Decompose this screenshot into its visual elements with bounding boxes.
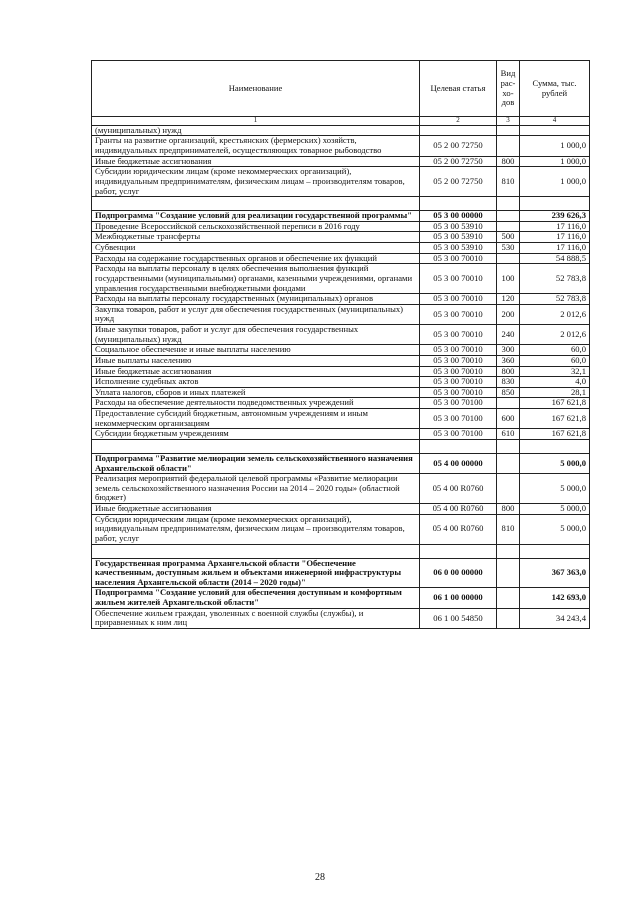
- table-row: [92, 398, 590, 409]
- row-name: Подпрограмма "Создание условий для обеспечения доступным и комфортным жильем жителей Архангельской области": [92, 588, 420, 608]
- row-sum: 17 116,0: [520, 221, 590, 232]
- row-vid: [497, 211, 520, 222]
- table-row: [92, 304, 590, 324]
- row-code: 05 4 00 R0760: [420, 514, 497, 544]
- table-row: [92, 474, 590, 504]
- table-row: [92, 345, 590, 356]
- row-name: Субсидии юридическим лицам (кроме некоммерческих организаций), индивидуальным предпринимателям, физическим лицам – производителям товаров, работ, услуг: [92, 167, 420, 197]
- table-row: [92, 608, 590, 628]
- row-sum: 239 626,3: [520, 211, 590, 222]
- header-vid: Вид рас-хо-дов: [497, 61, 520, 117]
- row-vid: [497, 588, 520, 608]
- row-vid: [497, 221, 520, 232]
- row-name: Субсидии бюджетным учреждениям: [92, 429, 420, 440]
- table-row: [92, 439, 590, 453]
- row-sum: 52 783,8: [520, 294, 590, 305]
- table-row: [92, 558, 590, 588]
- row-sum: [520, 439, 590, 453]
- row-name: Исполнение судебных актов: [92, 377, 420, 388]
- row-code: 05 2 00 72750: [420, 156, 497, 167]
- row-vid: 610: [497, 429, 520, 440]
- table-row: [92, 325, 590, 345]
- row-sum: 17 116,0: [520, 243, 590, 254]
- table-row: [92, 377, 590, 388]
- table-row: [92, 355, 590, 366]
- row-code: 05 3 00 70010: [420, 325, 497, 345]
- row-sum: 167 621,8: [520, 429, 590, 440]
- row-code: [420, 125, 497, 136]
- row-name: Подпрограмма "Развитие мелиорации земель сельскохозяйственного назначения Архангельской области": [92, 453, 420, 473]
- row-name: Подпрограмма "Создание условий для реализации государственной программы": [92, 211, 420, 222]
- row-vid: 100: [497, 264, 520, 294]
- row-sum: 52 783,8: [520, 264, 590, 294]
- row-vid: [497, 558, 520, 588]
- row-vid: [497, 544, 520, 558]
- table-row: [92, 197, 590, 211]
- table-row: [92, 221, 590, 232]
- row-vid: 800: [497, 366, 520, 377]
- row-name: Расходы на обеспечение деятельности подведомственных учреждений: [92, 398, 420, 409]
- table-row: [92, 514, 590, 544]
- row-sum: 5 000,0: [520, 504, 590, 515]
- row-name: Расходы на выплаты персоналу в целях обеспечения выполнения функций государственными (муниципальными) органами, казенными учреждениями, органами управления государственными внебюджетными фондами: [92, 264, 420, 294]
- row-vid: [497, 253, 520, 264]
- row-name: Расходы на выплаты персоналу государственных (муниципальных) органов: [92, 294, 420, 305]
- row-code: 05 4 00 R0760: [420, 504, 497, 515]
- row-vid: [497, 398, 520, 409]
- table-row: [92, 409, 590, 429]
- table-row: [92, 232, 590, 243]
- row-vid: 800: [497, 504, 520, 515]
- row-sum: [520, 197, 590, 211]
- row-vid: [497, 125, 520, 136]
- table-row: [92, 504, 590, 515]
- row-vid: [497, 453, 520, 473]
- row-code: 05 3 00 00000: [420, 211, 497, 222]
- row-code: 05 3 00 70010: [420, 264, 497, 294]
- table-row: [92, 253, 590, 264]
- table-row: [92, 136, 590, 156]
- row-vid: [497, 197, 520, 211]
- row-vid: 600: [497, 409, 520, 429]
- row-code: 05 3 00 70010: [420, 253, 497, 264]
- row-sum: 2 012,6: [520, 304, 590, 324]
- row-sum: 367 363,0: [520, 558, 590, 588]
- row-sum: 28,1: [520, 387, 590, 398]
- table-row: [92, 156, 590, 167]
- row-sum: 167 621,8: [520, 398, 590, 409]
- header-row: [92, 61, 590, 117]
- column-number: 2: [420, 117, 497, 126]
- row-name: Межбюджетные трансферты: [92, 232, 420, 243]
- row-vid: 810: [497, 514, 520, 544]
- row-vid: 120: [497, 294, 520, 305]
- column-number: 3: [497, 117, 520, 126]
- row-name: [92, 439, 420, 453]
- row-code: 05 3 00 53910: [420, 232, 497, 243]
- column-number-row: [92, 117, 590, 126]
- row-sum: [520, 544, 590, 558]
- table-row: [92, 588, 590, 608]
- row-name: Закупка товаров, работ и услуг для обеспечения государственных (муниципальных) нужд: [92, 304, 420, 324]
- row-code: 05 3 00 70010: [420, 366, 497, 377]
- row-code: 05 3 00 70010: [420, 345, 497, 356]
- row-name: Иные выплаты населению: [92, 355, 420, 366]
- row-code: 05 3 00 70010: [420, 377, 497, 388]
- row-vid: 850: [497, 387, 520, 398]
- table-row: [92, 366, 590, 377]
- row-sum: 4,0: [520, 377, 590, 388]
- row-code: 05 2 00 72750: [420, 167, 497, 197]
- row-sum: 1 000,0: [520, 167, 590, 197]
- row-code: 05 3 00 70010: [420, 387, 497, 398]
- row-sum: 32,1: [520, 366, 590, 377]
- row-sum: 142 693,0: [520, 588, 590, 608]
- row-sum: 34 243,4: [520, 608, 590, 628]
- page-number: 28: [315, 872, 325, 883]
- row-sum: 54 888,5: [520, 253, 590, 264]
- table-body: [92, 125, 590, 628]
- row-code: 05 3 00 70010: [420, 294, 497, 305]
- row-sum: 1 000,0: [520, 136, 590, 156]
- row-code: 05 3 00 70100: [420, 398, 497, 409]
- row-name: Предоставление субсидий бюджетным, автономным учреждениям и иным некоммерческим организациям: [92, 409, 420, 429]
- row-sum: 60,0: [520, 355, 590, 366]
- row-name: Государственная программа Архангельской области "Обеспечение качественным, доступным жильем и объектами инженерной инфраструктуры населения Архангельской области (2014 – 2020 годы)": [92, 558, 420, 588]
- row-name: Субсидии юридическим лицам (кроме некоммерческих организаций), индивидуальным предпринимателям, физическим лицам – производителям товаров, работ, услуг: [92, 514, 420, 544]
- table-row: [92, 167, 590, 197]
- table-row: [92, 243, 590, 254]
- row-sum: 5 000,0: [520, 453, 590, 473]
- header-code: Целевая статья: [420, 61, 497, 117]
- row-name: Проведение Всероссийской сельскохозяйственной переписи в 2016 году: [92, 221, 420, 232]
- table-row: [92, 264, 590, 294]
- row-code: 05 3 00 70010: [420, 304, 497, 324]
- row-vid: [497, 439, 520, 453]
- row-name: [92, 544, 420, 558]
- row-vid: 300: [497, 345, 520, 356]
- row-name: Уплата налогов, сборов и иных платежей: [92, 387, 420, 398]
- row-name: Социальное обеспечение и иные выплаты населению: [92, 345, 420, 356]
- row-code: [420, 197, 497, 211]
- column-number: 1: [92, 117, 420, 126]
- row-sum: 5 000,0: [520, 514, 590, 544]
- row-code: 06 1 00 00000: [420, 588, 497, 608]
- row-code: 05 3 00 53910: [420, 221, 497, 232]
- row-sum: 60,0: [520, 345, 590, 356]
- row-sum: [520, 125, 590, 136]
- row-name: Иные бюджетные ассигнования: [92, 504, 420, 515]
- row-name: Гранты на развитие организаций, крестьянских (фермерских) хозяйств, индивидуальных предпринимателей, осуществляющих товарное рыбоводство: [92, 136, 420, 156]
- row-name: Иные бюджетные ассигнования: [92, 156, 420, 167]
- row-vid: 360: [497, 355, 520, 366]
- row-code: 05 2 00 72750: [420, 136, 497, 156]
- row-name: Обеспечение жильем граждан, уволенных с военной службы (службы), и приравненных к ним лиц: [92, 608, 420, 628]
- row-name: (муниципальных) нужд: [92, 125, 420, 136]
- row-name: Субвенции: [92, 243, 420, 254]
- row-code: 05 3 00 70010: [420, 355, 497, 366]
- row-code: 06 1 00 54850: [420, 608, 497, 628]
- header-name: Наименование: [92, 61, 420, 117]
- table-row: [92, 294, 590, 305]
- row-vid: 800: [497, 156, 520, 167]
- row-name: Реализация мероприятий федеральной целевой программы «Развитие мелиорации земель сельскохозяйственного назначения России на 2014 – 2020 годы» (областной бюджет): [92, 474, 420, 504]
- row-sum: 167 621,8: [520, 409, 590, 429]
- row-code: 06 0 00 00000: [420, 558, 497, 588]
- row-vid: 810: [497, 167, 520, 197]
- row-sum: 5 000,0: [520, 474, 590, 504]
- row-code: [420, 544, 497, 558]
- row-sum: 17 116,0: [520, 232, 590, 243]
- table-row: [92, 429, 590, 440]
- row-name: [92, 197, 420, 211]
- budget-table: [91, 60, 590, 629]
- row-code: 05 4 00 00000: [420, 453, 497, 473]
- row-code: 05 3 00 53910: [420, 243, 497, 254]
- row-sum: 1 000,0: [520, 156, 590, 167]
- row-code: 05 3 00 70100: [420, 429, 497, 440]
- row-vid: [497, 608, 520, 628]
- table-row: [92, 211, 590, 222]
- row-name: Расходы на содержание государственных органов и обеспечение их функций: [92, 253, 420, 264]
- row-code: [420, 439, 497, 453]
- row-vid: 500: [497, 232, 520, 243]
- row-code: 05 3 00 70100: [420, 409, 497, 429]
- row-sum: 2 012,6: [520, 325, 590, 345]
- row-code: 05 4 00 R0760: [420, 474, 497, 504]
- row-vid: [497, 136, 520, 156]
- row-vid: 830: [497, 377, 520, 388]
- table-row: [92, 453, 590, 473]
- table-row: [92, 125, 590, 136]
- row-vid: 530: [497, 243, 520, 254]
- row-name: Иные бюджетные ассигнования: [92, 366, 420, 377]
- row-name: Иные закупки товаров, работ и услуг для обеспечения государственных (муниципальных) нужд: [92, 325, 420, 345]
- column-number: 4: [520, 117, 590, 126]
- row-vid: 240: [497, 325, 520, 345]
- header-sum: Сумма, тыс. рублей: [520, 61, 590, 117]
- row-vid: [497, 474, 520, 504]
- table-row: [92, 387, 590, 398]
- table-row: [92, 544, 590, 558]
- row-vid: 200: [497, 304, 520, 324]
